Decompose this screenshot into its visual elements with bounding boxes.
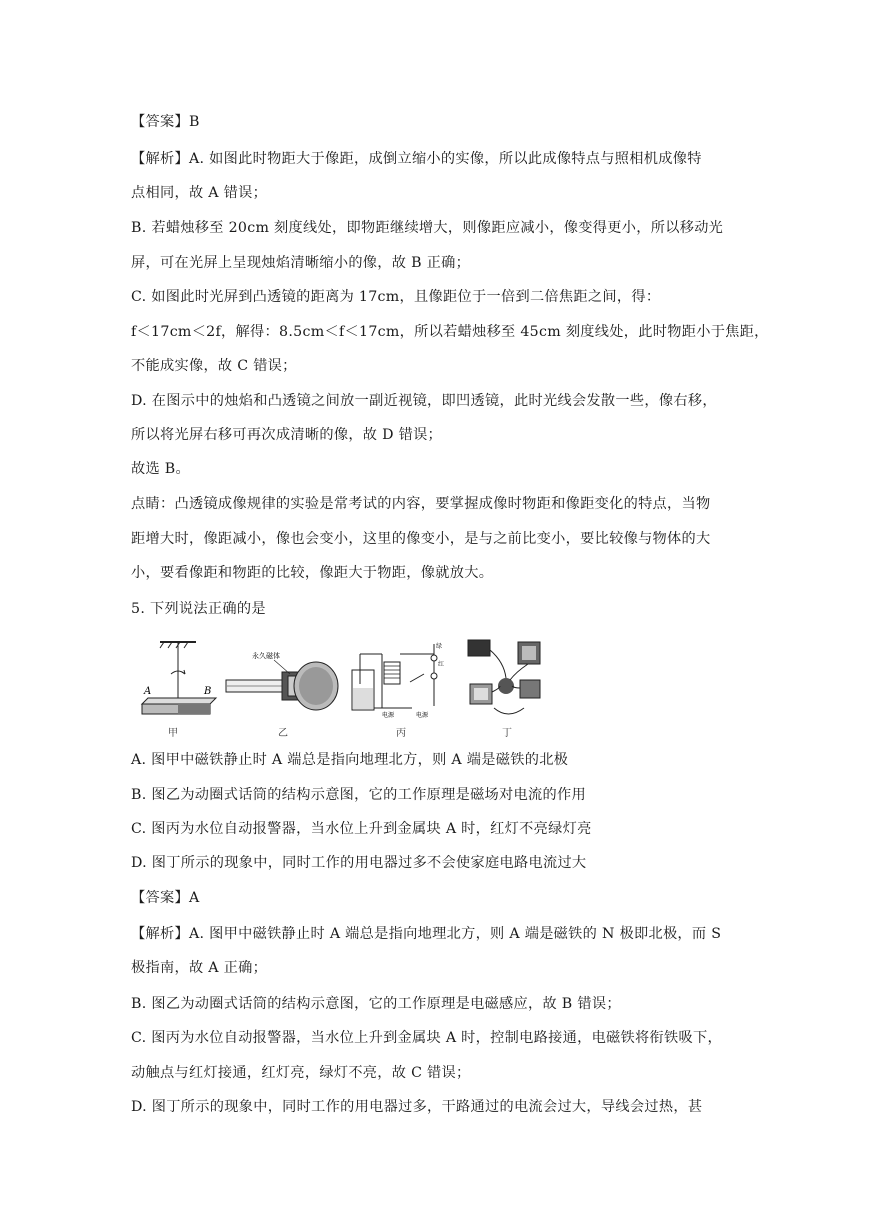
magnet-diagram (138, 636, 218, 726)
option-b: B. 图乙为动圈式话筒的结构示意图，它的工作原理是磁场对电流的作用 (131, 787, 586, 803)
caption-ding: 丁 (502, 728, 512, 739)
magnet-label-b: B (204, 686, 212, 697)
source-label: 电源 (416, 712, 429, 719)
caption-yi: 乙 (278, 728, 288, 739)
text-line: 【解析】A. 图甲中磁铁静止时 A 端总是指向地理北方，则 A 端是磁铁的 N 极即北极，而 S (131, 926, 722, 942)
source-label: 电源 (382, 712, 395, 719)
option-c: C. 图丙为水位自动报警器，当水位上升到金属块 A 时，红灯不亮绿灯亮 (131, 821, 592, 837)
option-a: A. 图甲中磁铁静止时 A 端总是指向地理北方，则 A 端是磁铁的北极 (131, 752, 569, 768)
text-line: 点相同，故 A 错误； (131, 185, 268, 201)
magnet-label-a: A (144, 686, 152, 697)
text-line: B. 图乙为动圈式话筒的结构示意图，它的工作原理是电磁感应，故 B 错误； (131, 996, 621, 1012)
answer-line: 【答案】A (131, 890, 200, 906)
text-line: C. 图丙为水位自动报警器，当水位上升到金属块 A 时，控制电路接通，电磁铁将衔铁吸下， (131, 1030, 722, 1046)
text-line: C. 如图此时光屏到凸透镜的距离为 17cm，且像距位于一倍到二倍焦距之间，得： (131, 289, 661, 305)
text-line: B. 若蜡烛移至 20cm 刻度线处，即物距继续增大，则像距应减小，像变得更小，所以移动光 (131, 220, 724, 236)
text-line: 所以将光屏右移可再次成清晰的像，故 D 错误； (131, 427, 443, 443)
red-lamp-label: 红 (438, 661, 445, 668)
text-line: 屏，可在光屏上呈现烛焰清晰缩小的像，故 B 正确； (131, 255, 471, 271)
caption-bing: 丙 (396, 728, 406, 739)
text-line: 动触点与红灯接通，红灯亮，绿灯不亮，故 C 错误； (131, 1065, 471, 1081)
text-line: 距增大时，像距减小，像也会变小，这里的像变小，是与之前比变小，要比较像与物体的大 (131, 531, 711, 547)
text-line: f＜17cm＜2f，解得：8.5cm＜f＜17cm，所以若蜡烛移至 45cm 刻度线处，此时物距小于焦距， (131, 324, 769, 340)
appliances-diagram (464, 636, 548, 726)
question-figure (138, 636, 548, 740)
text-line: 不能成实像，故 C 错误； (131, 358, 297, 374)
microphone-diagram (224, 636, 342, 726)
text-line: 【解析】A. 如图此时物距大于像距，成倒立缩小的实像，所以此成像特点与照相机成像特 (131, 151, 702, 167)
text-line: D. 图丁所示的现象中，同时工作的用电器过多，干路通过的电流会过大，导线会过热，甚 (131, 1099, 703, 1115)
option-d: D. 图丁所示的现象中，同时工作的用电器过多不会使家庭电路电流过大 (131, 855, 587, 871)
text-line: D. 在图示中的烛焰和凸透镜之间放一副近视镜，即凹透镜，此时光线会发散一些，像右移， (131, 393, 717, 409)
question-title: 5. 下列说法正确的是 (131, 601, 266, 617)
text-line: 故选 B。 (131, 461, 190, 477)
mic-label: 永久磁体 (252, 652, 280, 660)
text-line: 点睛：凸透镜成像规律的实验是常考试的内容，要掌握成像时物距和像距变化的特点，当物 (131, 496, 711, 512)
alarm-diagram (350, 636, 448, 726)
text-line: 小，要看像距和物距的比较，像距大于物距，像就放大。 (131, 565, 494, 581)
answer-line: 【答案】B (131, 114, 200, 130)
text-line: 极指南，故 A 正确； (131, 960, 268, 976)
green-lamp-label: 绿 (436, 643, 443, 650)
caption-jia: 甲 (168, 728, 178, 739)
